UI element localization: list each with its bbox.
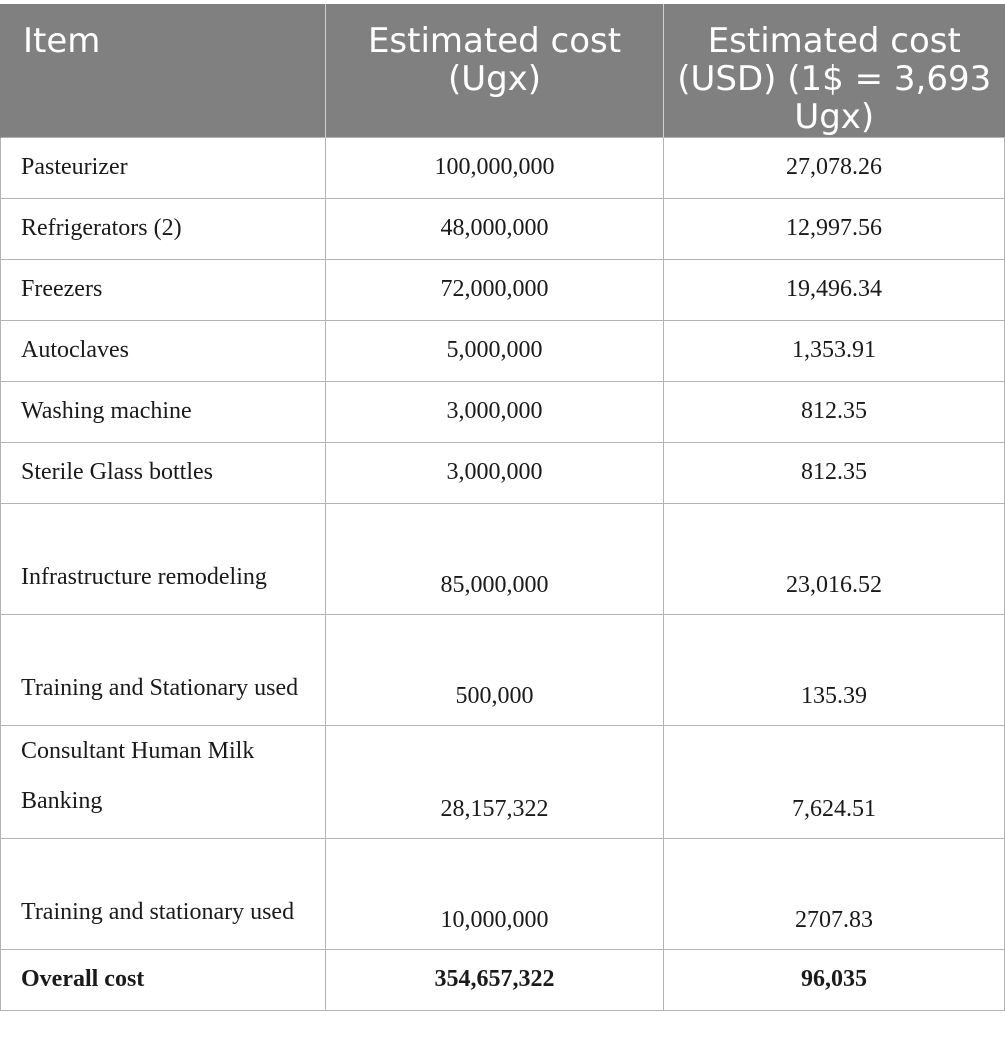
table-row	[1, 725, 1005, 838]
total-row	[1, 949, 1005, 1010]
item-cell: Sterile Glass bottles	[1, 442, 326, 503]
ugx-cell: 3,000,000	[326, 381, 664, 442]
table-row	[1, 137, 1005, 198]
item-cell: Consultant Human Milk Banking	[1, 725, 326, 838]
table-row	[1, 259, 1005, 320]
ugx-cell: 10,000,000	[326, 838, 664, 949]
ugx-cell: 500,000	[326, 614, 664, 725]
table-row	[1, 503, 1005, 614]
item-cell: Washing machine	[1, 381, 326, 442]
usd-cell: 12,997.56	[664, 198, 1005, 259]
ugx-cell: 48,000,000	[326, 198, 664, 259]
ugx-cell: 3,000,000	[326, 442, 664, 503]
usd-cell: 135.39	[664, 614, 1005, 725]
table-row	[1, 320, 1005, 381]
item-cell: Infrastructure remodeling	[1, 503, 326, 614]
table-row	[1, 381, 1005, 442]
table-row	[1, 198, 1005, 259]
usd-cell: 19,496.34	[664, 259, 1005, 320]
total-usd: 96,035	[664, 949, 1005, 1010]
ugx-cell: 100,000,000	[326, 137, 664, 198]
usd-cell: 2707.83	[664, 838, 1005, 949]
header-cost-ugx: Estimated cost (Ugx)	[326, 4, 664, 137]
table-row	[1, 442, 1005, 503]
ugx-cell: 72,000,000	[326, 259, 664, 320]
usd-cell: 27,078.26	[664, 137, 1005, 198]
header-cost-usd: Estimated cost (USD) (1$ = 3,693 Ugx)	[664, 4, 1005, 137]
total-label: Overall cost	[1, 949, 326, 1010]
usd-cell: 812.35	[664, 381, 1005, 442]
item-cell: Training and Stationary used	[1, 614, 326, 725]
ugx-cell: 28,157,322	[326, 725, 664, 838]
item-cell: Training and stationary used	[1, 838, 326, 949]
header-item: Item	[1, 4, 326, 137]
ugx-cell: 5,000,000	[326, 320, 664, 381]
item-cell: Freezers	[1, 259, 326, 320]
usd-cell: 1,353.91	[664, 320, 1005, 381]
item-cell: Autoclaves	[1, 320, 326, 381]
header-row	[1, 4, 1005, 137]
usd-cell: 23,016.52	[664, 503, 1005, 614]
total-ugx: 354,657,322	[326, 949, 664, 1010]
item-cell: Refrigerators (2)	[1, 198, 326, 259]
table-row	[1, 614, 1005, 725]
usd-cell: 7,624.51	[664, 725, 1005, 838]
usd-cell: 812.35	[664, 442, 1005, 503]
item-cell: Pasteurizer	[1, 137, 326, 198]
cost-table	[0, 4, 1005, 1011]
ugx-cell: 85,000,000	[326, 503, 664, 614]
table-row	[1, 838, 1005, 949]
